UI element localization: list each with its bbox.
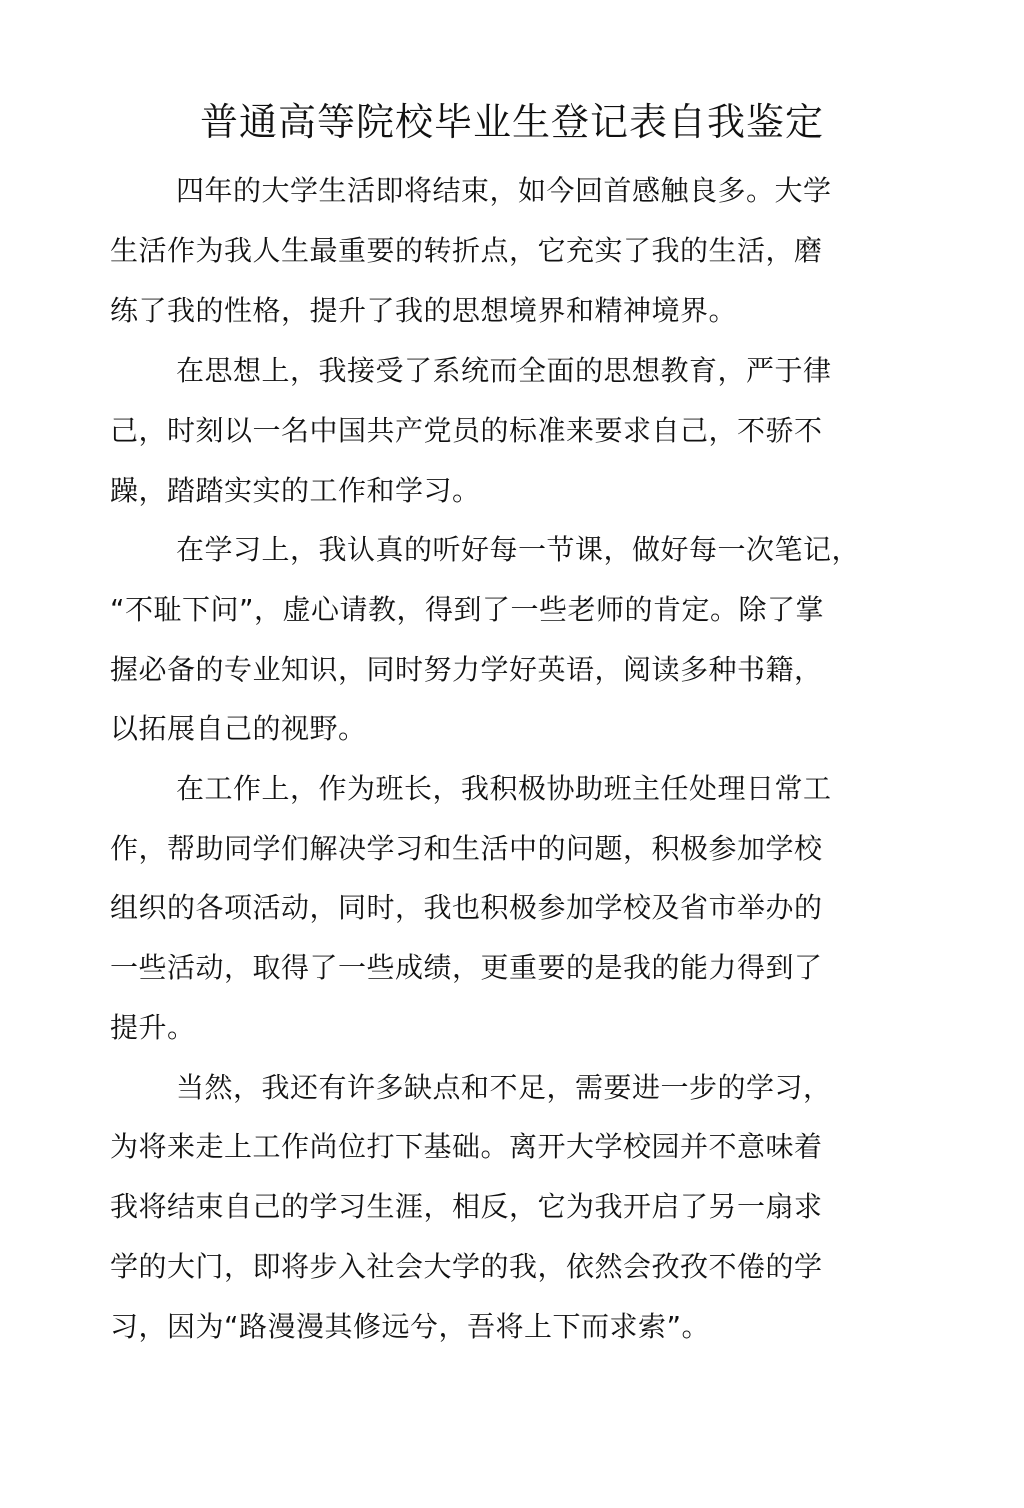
document-title: 普通高等院校毕业生登记表自我鉴定	[199, 100, 824, 144]
paragraph-line: 一些活动，取得了一些成绩，更重要的是我的能力得到了	[110, 951, 823, 984]
paragraph-line: 作，帮助同学们解决学习和生活中的问题，积极参加学校	[110, 832, 823, 865]
paragraph-line: 以拓展自己的视野。	[110, 712, 367, 745]
paragraph-line: 四年的大学生活即将结束，如今回首感触良多。大学	[176, 174, 832, 207]
paragraph-line: 学的大门，即将步入社会大学的我，依然会孜孜不倦的学	[110, 1250, 823, 1283]
paragraph-line: 己，时刻以一名中国共产党员的标准来要求自己，不骄不	[110, 414, 823, 447]
paragraph-line: 在工作上，作为班长，我积极协助班主任处理日常工	[176, 772, 832, 805]
paragraph-line: 我将结束自己的学习生涯，相反，它为我开启了另一扇求	[110, 1190, 823, 1223]
paragraph-line: 组织的各项活动，同时，我也积极参加学校及省市举办的	[110, 891, 823, 924]
paragraph-line: 提升。	[110, 1011, 196, 1044]
paragraph-line: 练了我的性格，提升了我的思想境界和精神境界。	[110, 294, 738, 327]
paragraph-line: 当然，我还有许多缺点和不足，需要进一步的学习，	[176, 1071, 832, 1104]
paragraph-line: 在学习上，我认真的听好每一节课，做好每一次笔记，	[176, 533, 861, 566]
paragraph-line: 生活作为我人生最重要的转折点，它充实了我的生活，磨	[110, 234, 823, 267]
paragraph-line: 为将来走上工作尚位打下基础。离开大学校园并不意味着	[110, 1130, 823, 1163]
paragraph-line: 躁，踏踏实实的工作和学习。	[110, 474, 481, 507]
paragraph-line: 握必备的专业知识，同时努力学好英语，阅读多种书籍，	[110, 653, 823, 686]
paragraph-line: “不耻下问”，虚心请教，得到了一些老师的肯定。除了掌	[110, 593, 825, 626]
paragraph-line: 在思想上，我接受了系统而全面的思想教育，严于律	[176, 354, 832, 387]
paragraph-line: 习，因为“路漫漫其修远兮，吾将上下而求索”。	[110, 1310, 711, 1343]
